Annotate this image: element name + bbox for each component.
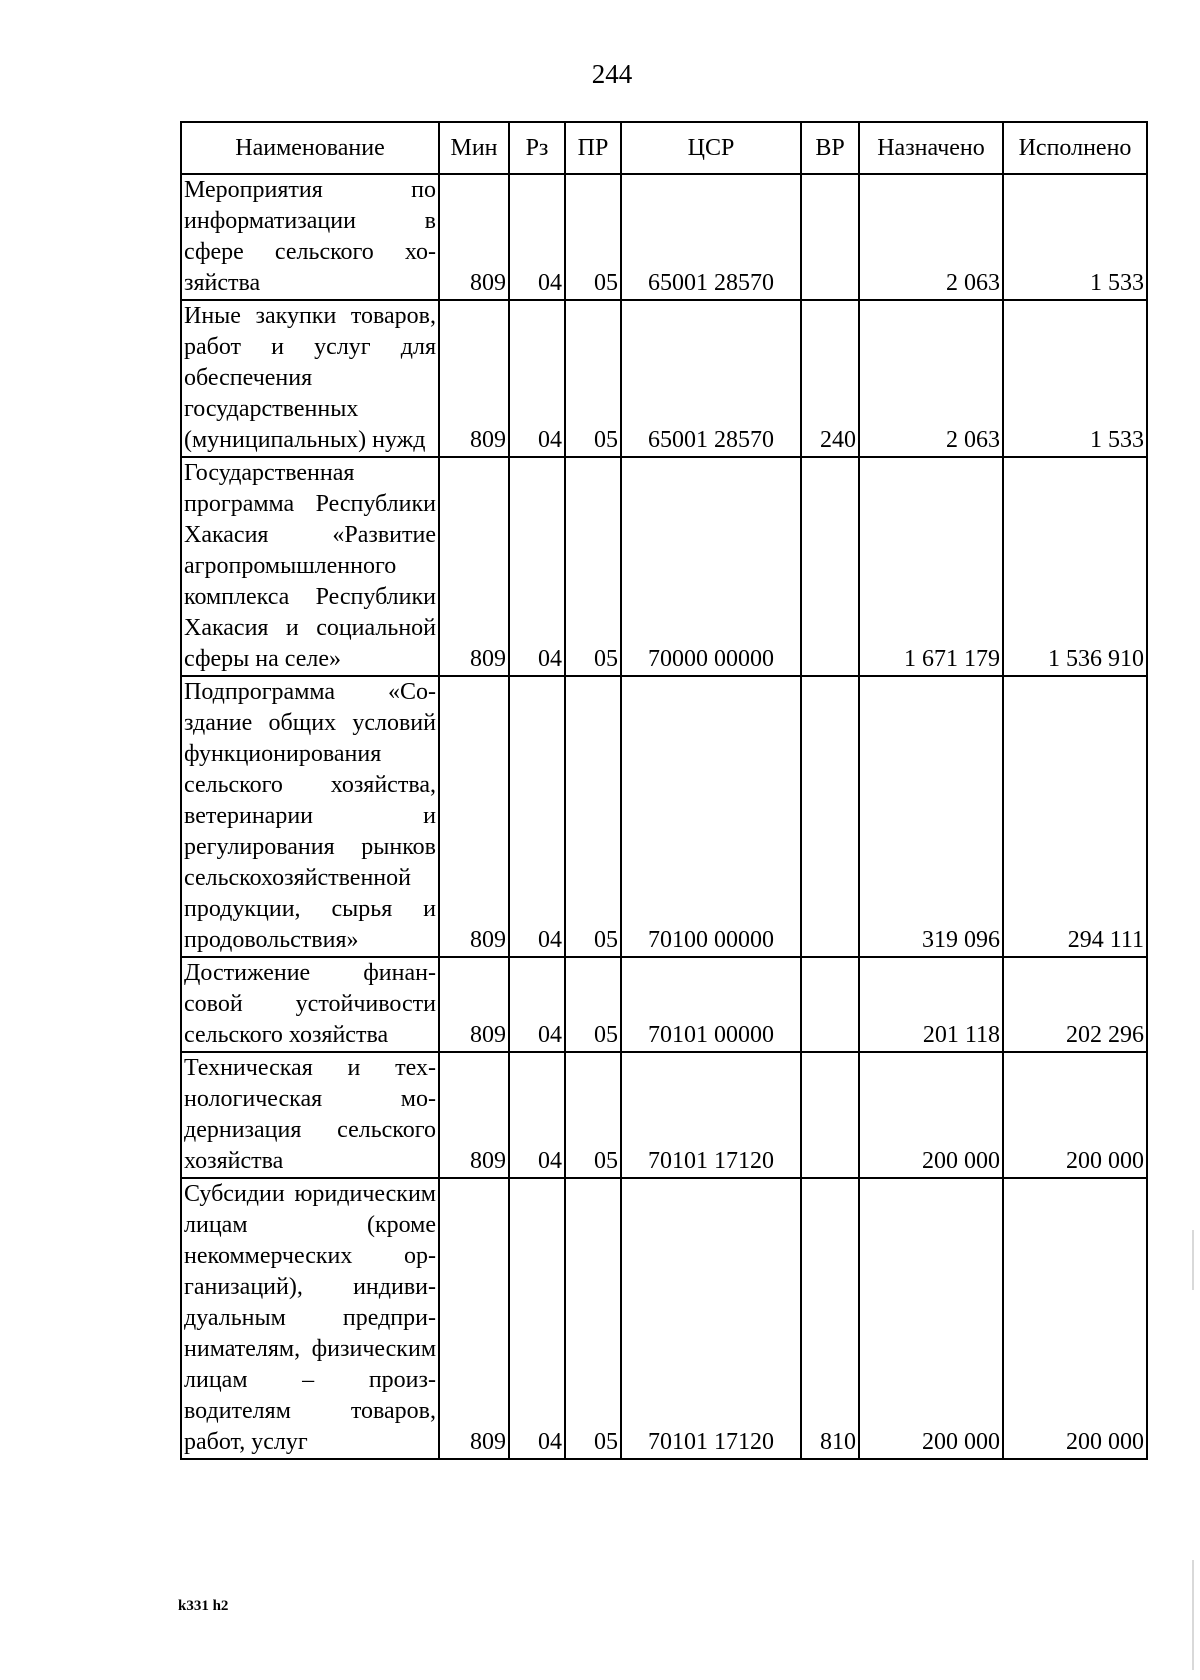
table-row [181, 174, 1147, 300]
cell-name: Подпрограмма «Создание общих условий функционирования сельского хозяйства, ветеринарии и регулирования рынков сельскохозяйственной продукции, сырья и продовольствия» [181, 676, 439, 957]
scan-edge-mark [1192, 1230, 1194, 1290]
cell-rz: 04 [509, 300, 565, 457]
cell-name: Мероприятия по информатизации в сфере сельского хозяйства [181, 174, 439, 300]
cell-executed: 200 000 [1003, 1178, 1147, 1459]
budget-table [180, 121, 1148, 1460]
header-executed: Исполнено [1003, 122, 1147, 174]
header-min: Мин [439, 122, 509, 174]
cell-pr: 05 [565, 174, 621, 300]
cell-executed: 1 533 [1003, 174, 1147, 300]
cell-vr [801, 174, 859, 300]
cell-name: Иные закупки товаров, работ и услуг для обеспечения государственных (муниципальных) нужд [181, 300, 439, 457]
cell-min: 809 [439, 300, 509, 457]
header-rz: Рз [509, 122, 565, 174]
cell-min: 809 [439, 457, 509, 676]
cell-min: 809 [439, 1052, 509, 1178]
cell-vr [801, 676, 859, 957]
cell-csr: 70100 00000 [621, 676, 801, 957]
cell-assigned: 2 063 [859, 174, 1003, 300]
cell-min: 809 [439, 1178, 509, 1459]
cell-assigned: 200 000 [859, 1178, 1003, 1459]
table-row [181, 676, 1147, 957]
header-vr: ВР [801, 122, 859, 174]
cell-csr: 70101 17120 [621, 1052, 801, 1178]
table-row [181, 1178, 1147, 1459]
cell-pr: 05 [565, 457, 621, 676]
cell-executed: 200 000 [1003, 1052, 1147, 1178]
header-row [181, 122, 1147, 174]
cell-assigned: 201 118 [859, 957, 1003, 1052]
cell-vr: 240 [801, 300, 859, 457]
table-row [181, 300, 1147, 457]
table-row [181, 457, 1147, 676]
cell-name: Техническая и технологическая модернизация сельского хозяйства [181, 1052, 439, 1178]
cell-name: Достижение финансовой устойчивости сельского хозяйства [181, 957, 439, 1052]
footer-code: k331 h2 [178, 1598, 229, 1614]
cell-vr [801, 1052, 859, 1178]
cell-pr: 05 [565, 1178, 621, 1459]
header-pr: ПР [565, 122, 621, 174]
cell-vr [801, 957, 859, 1052]
cell-rz: 04 [509, 676, 565, 957]
cell-executed: 294 111 [1003, 676, 1147, 957]
cell-name: Государственная программа Республики Хакасия «Развитие агропромышленного комплекса Республики Хакасия и социальной сферы на селе» [181, 457, 439, 676]
table-row [181, 1052, 1147, 1178]
cell-executed: 202 296 [1003, 957, 1147, 1052]
cell-csr: 70101 17120 [621, 1178, 801, 1459]
cell-rz: 04 [509, 174, 565, 300]
table-body [181, 174, 1147, 1459]
cell-csr: 65001 28570 [621, 300, 801, 457]
page-number: 244 [591, 59, 633, 89]
cell-pr: 05 [565, 957, 621, 1052]
cell-rz: 04 [509, 457, 565, 676]
cell-assigned: 1 671 179 [859, 457, 1003, 676]
cell-pr: 05 [565, 676, 621, 957]
cell-vr [801, 457, 859, 676]
cell-vr: 810 [801, 1178, 859, 1459]
cell-name: Субсидии юридическим лицам (кроме некоммерческих организаций), индивидуальным предпринимателям, физическим лицам – производителям товаров, работ, услуг [181, 1178, 439, 1459]
cell-rz: 04 [509, 1052, 565, 1178]
scan-edge-mark [1192, 1560, 1194, 1670]
cell-min: 809 [439, 957, 509, 1052]
header-csr: ЦСР [621, 122, 801, 174]
cell-csr: 65001 28570 [621, 174, 801, 300]
table-header [181, 122, 1147, 174]
cell-pr: 05 [565, 300, 621, 457]
cell-pr: 05 [565, 1052, 621, 1178]
table-row [181, 957, 1147, 1052]
cell-rz: 04 [509, 957, 565, 1052]
cell-min: 809 [439, 676, 509, 957]
cell-assigned: 2 063 [859, 300, 1003, 457]
cell-rz: 04 [509, 1178, 565, 1459]
cell-csr: 70000 00000 [621, 457, 801, 676]
cell-csr: 70101 00000 [621, 957, 801, 1052]
cell-min: 809 [439, 174, 509, 300]
cell-assigned: 319 096 [859, 676, 1003, 957]
cell-executed: 1 536 910 [1003, 457, 1147, 676]
cell-assigned: 200 000 [859, 1052, 1003, 1178]
header-assigned: Назначено [859, 122, 1003, 174]
cell-executed: 1 533 [1003, 300, 1147, 457]
header-name: Наименование [181, 122, 439, 174]
